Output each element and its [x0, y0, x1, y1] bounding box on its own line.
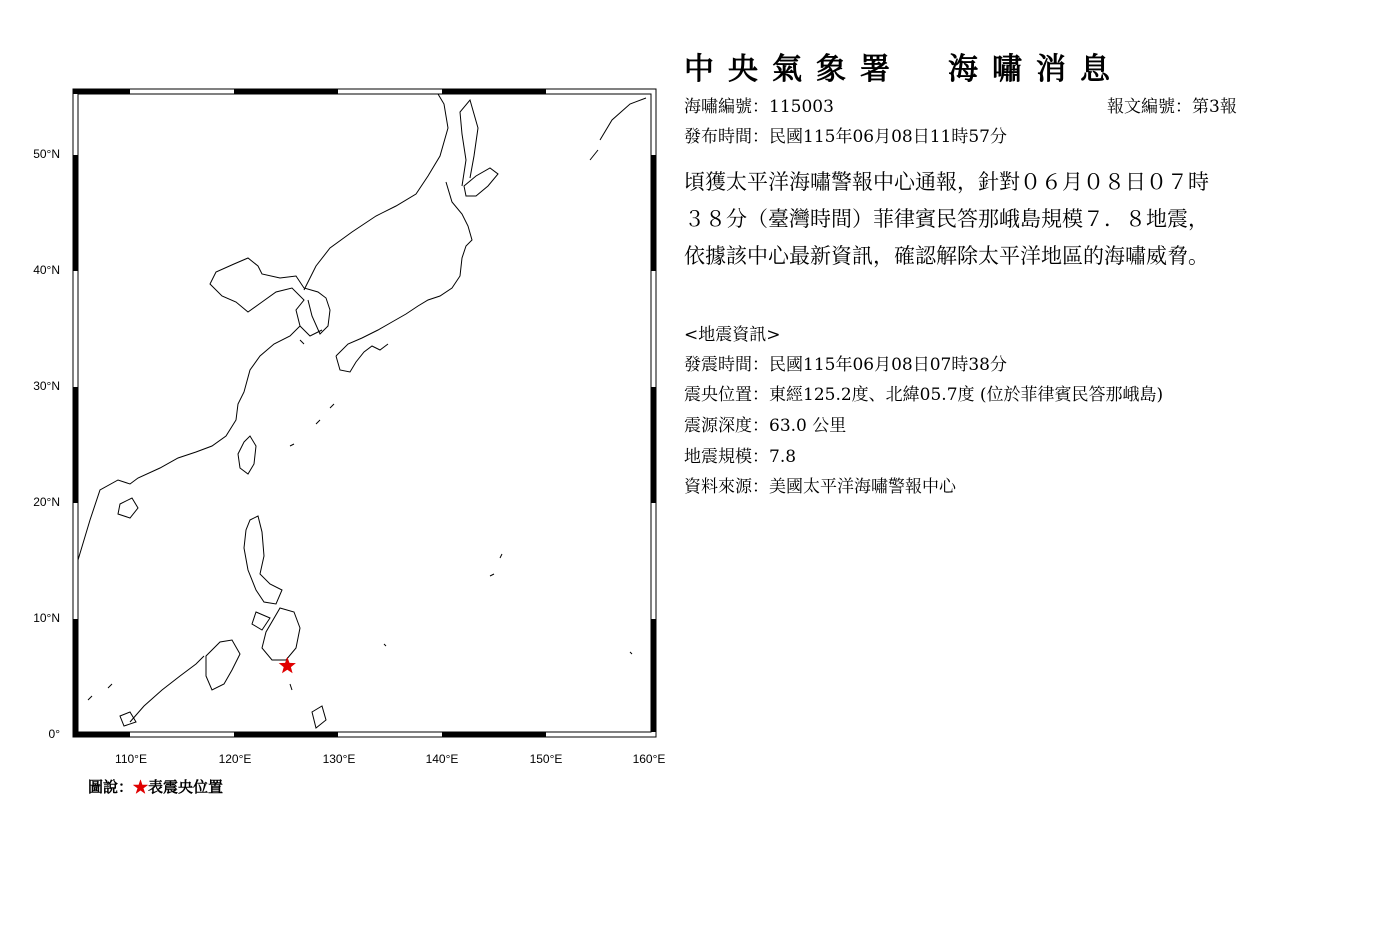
quake-info-value: 美國太平洋海嘯警報中心	[769, 477, 956, 497]
report-number	[1107, 92, 1237, 117]
issue-time	[684, 122, 1007, 147]
tsunami-number-value: 115003	[769, 97, 834, 117]
message-body	[684, 164, 1209, 275]
map-legend	[88, 776, 223, 797]
message-line: ３８分（臺灣時間）菲律賓民答那峨島規模７．８地震，	[684, 207, 1209, 231]
quake-info-label: 資料來源：	[684, 477, 769, 497]
lat-label: 10°N	[33, 611, 60, 625]
quake-info-row	[684, 350, 1007, 375]
report-number-value: 第3報	[1192, 97, 1237, 117]
lat-label: 30°N	[33, 379, 60, 393]
lon-label: 130°E	[322, 752, 356, 766]
quake-info-value: 7.8	[769, 447, 797, 467]
legend-text: 表震央位置	[148, 778, 224, 796]
lon-label: 140°E	[425, 752, 459, 766]
page-title: 中央氣象署 海嘯消息	[684, 52, 1124, 87]
lon-label: 150°E	[529, 752, 563, 766]
quake-info-row	[684, 380, 1163, 405]
quake-info-row	[684, 442, 796, 467]
lon-label: 120°E	[218, 752, 252, 766]
lon-label: 160°E	[632, 752, 666, 766]
lat-label: 0°	[48, 727, 60, 741]
lat-label: 20°N	[33, 495, 60, 509]
quake-info-value: 63.0 公里	[769, 416, 847, 436]
quake-info-value: 民國115年06月08日07時38分	[769, 355, 1007, 375]
tsunami-number	[684, 92, 834, 117]
quake-info-label: 震源深度：	[684, 416, 769, 436]
quake-info-row	[684, 472, 956, 497]
report-number-label: 報文編號：	[1107, 97, 1192, 117]
quake-info-row	[684, 411, 846, 436]
message-line: 依據該中心最新資訊，確認解除太平洋地區的海嘯威脅。	[684, 244, 1209, 268]
lat-label: 40°N	[33, 263, 60, 277]
quake-info-heading: <地震資訊>	[684, 325, 781, 345]
lat-label: 50°N	[33, 147, 60, 161]
epicenter-star-icon	[279, 657, 296, 673]
quake-info-label: 震央位置：	[684, 385, 769, 405]
coastlines	[78, 94, 646, 728]
quake-info-label: 地震規模：	[684, 447, 769, 467]
issue-time-label: 發布時間：	[684, 127, 769, 147]
message-line: 頃獲太平洋海嘯警報中心通報，針對０６月０８日０７時	[684, 170, 1209, 194]
tsunami-number-label: 海嘯編號：	[684, 97, 769, 117]
quake-info-label: 發震時間：	[684, 355, 769, 375]
lon-label: 110°E	[115, 752, 147, 766]
star-icon: ★	[133, 778, 149, 796]
quake-info-value: 東經125.2度、北緯05.7度 (位於菲律賓民答那峨島)	[769, 385, 1164, 405]
map-frame	[73, 89, 656, 737]
issue-time-value: 民國115年06月08日11時57分	[769, 127, 1007, 147]
legend-prefix: 圖說：	[88, 778, 134, 796]
tsunami-map	[0, 0, 680, 760]
